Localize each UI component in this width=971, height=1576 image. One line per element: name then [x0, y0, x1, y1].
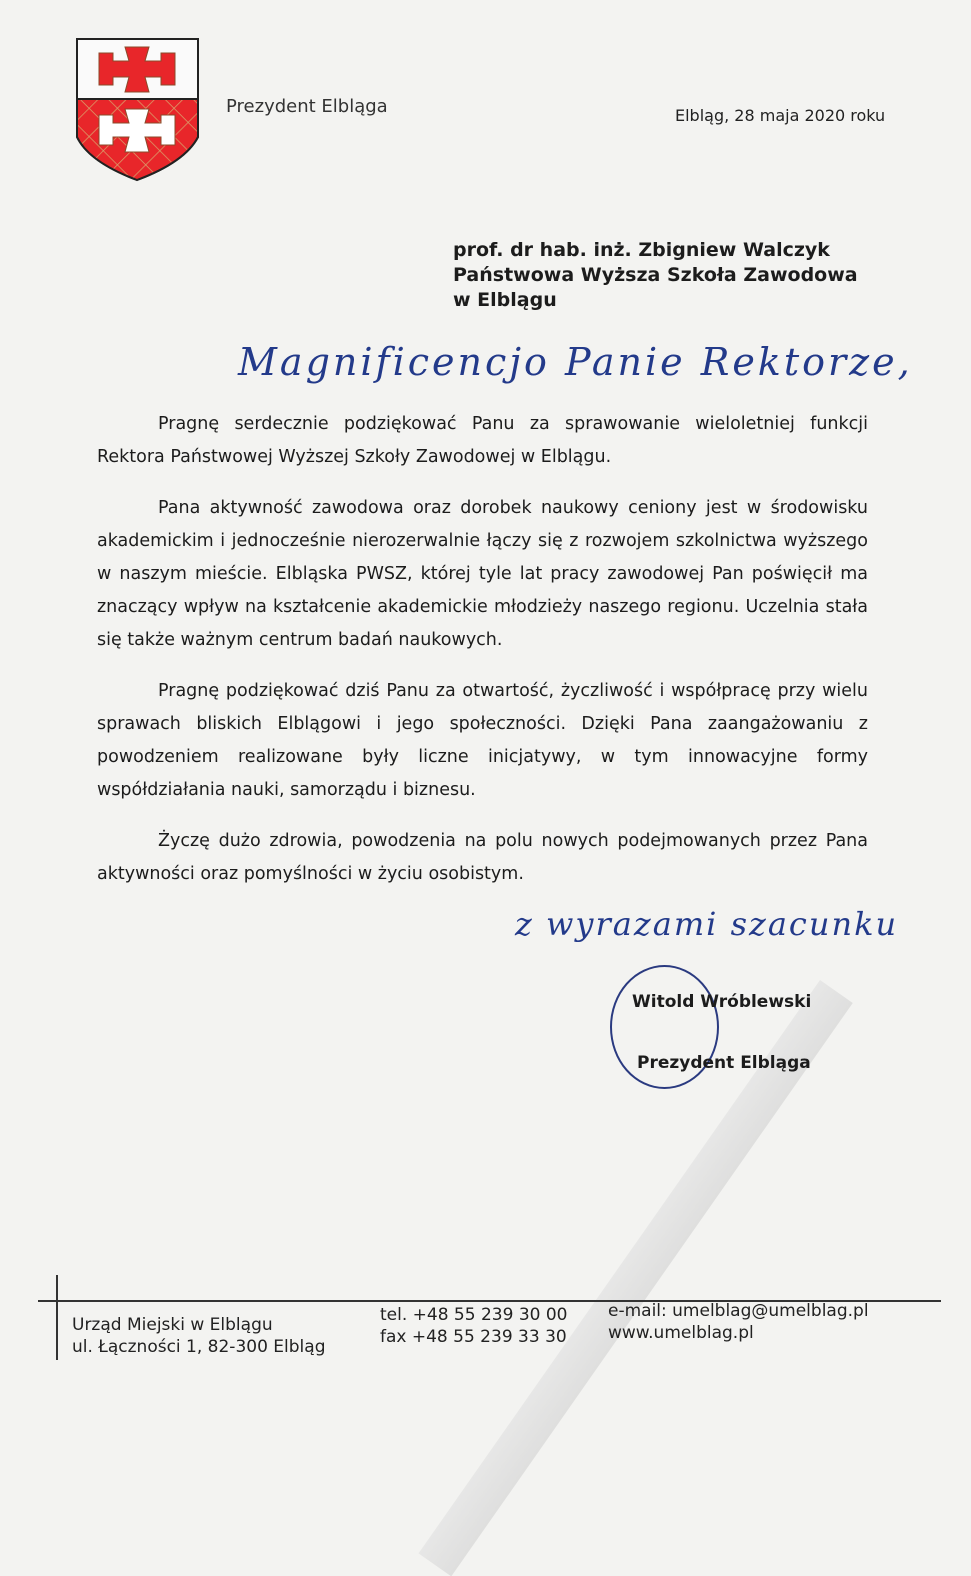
paragraph: Pragnę podziękować dziś Panu za otwartość, życzliwość i współpracę przy wielu sprawach bliskich Elblągowi i jego społeczności. Dzięki Pana zaangażowaniu z powodzeniem realizowane były liczne inicjatywy, w tym innowacyjne formy współdziałania nauki, samorządu i biznesu. — [97, 681, 868, 800]
paragraph: Życzę dużo zdrowia, powodzenia na polu nowych podejmowanych przez Pana aktywności oraz pomyślności w życiu osobistym. — [97, 831, 868, 884]
recipient-line: prof. dr hab. inż. Zbigniew Walczyk — [453, 239, 830, 261]
coat-of-arms-icon — [75, 37, 200, 182]
signer-title: Prezydent Elbląga — [637, 1053, 811, 1073]
office-address: ul. Łączności 1, 82-300 Elbląg — [72, 1337, 326, 1357]
letter-body — [97, 408, 868, 909]
paragraph: Pragnę serdecznie podziękować Panu za sprawowanie wieloletniej funkcji Rektora Państwowej Wyższej Szkoły Zawodowej w Elblągu. — [97, 414, 868, 467]
email-link[interactable]: e-mail: umelblag@umelblag.pl — [608, 1301, 869, 1321]
handwritten-salutation: Magnificencjo Panie Rektorze, — [238, 340, 913, 384]
recipient-address — [453, 238, 858, 313]
phone-number: tel. +48 55 239 30 00 — [380, 1305, 568, 1325]
footer-office — [72, 1314, 325, 1358]
fax-number: fax +48 55 239 33 30 — [380, 1327, 567, 1347]
footer-phone — [380, 1304, 568, 1348]
website-link[interactable]: www.umelblag.pl — [608, 1323, 754, 1343]
footer-vertical-rule — [56, 1275, 58, 1360]
signer-name: Witold Wróblewski — [632, 992, 812, 1012]
letter-date: Elbląg, 28 maja 2020 roku — [675, 106, 886, 125]
recipient-line: Państwowa Wyższa Szkoła Zawodowa — [453, 264, 858, 286]
sender-title: Prezydent Elbląga — [226, 96, 388, 117]
handwritten-closing: z wyrazami szacunku — [515, 905, 899, 943]
paragraph: Pana aktywność zawodowa oraz dorobek naukowy ceniony jest w środowisku akademickim i jednocześnie nierozerwalnie łączy się z rozwojem szkolnictwa wyższego w naszym mieście. Elbląska PWSZ, której tyle lat pracy zawodowej Pan poświęcił ma znaczący wpływ na kształcenie akademickie młodzieży naszego regionu. Uczelnia stała się także ważnym centrum badań naukowych. — [97, 498, 868, 650]
recipient-line: w Elblągu — [453, 289, 557, 311]
office-name: Urząd Miejski w Elblągu — [72, 1315, 273, 1335]
footer-contact — [608, 1300, 869, 1344]
